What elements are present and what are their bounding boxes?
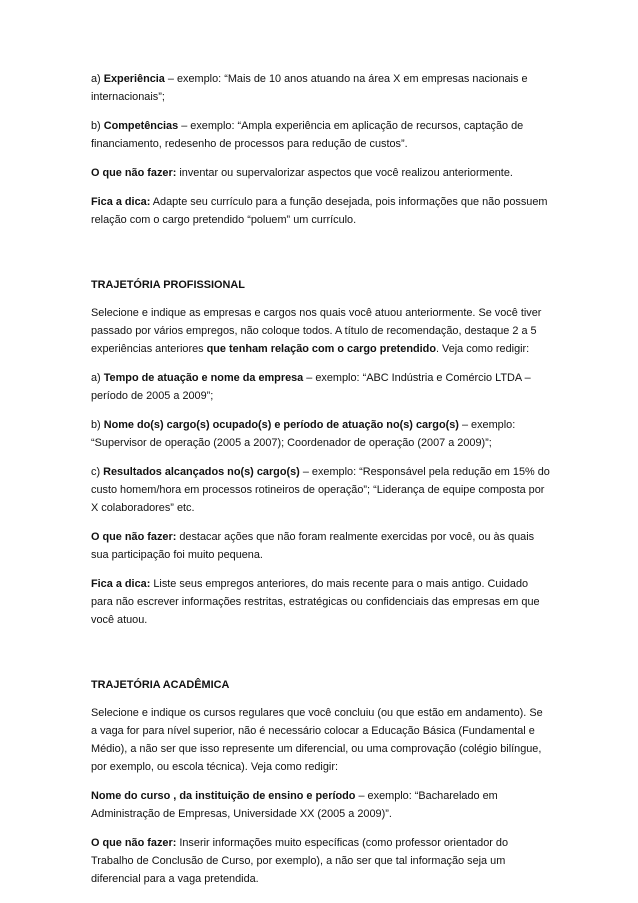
tip-what-not-to-do-1: O que não fazer: inventar ou supervalorizar aspectos que você realizou anteriormente. bbox=[91, 167, 513, 179]
tip-hint-2: Fica a dica: Liste seus empregos anteriores, do mais recente para o mais antigo. Cuidado para não escrever informações restritas, estratégicas ou confidenciais das empresas em que você atuou. bbox=[91, 578, 540, 626]
academica-intro: Selecione e indique os cursos regulares que você concluiu (ou que estão em andamento). Se a vaga for para nível superior, não é necessário colocar a Educação Básica (Fundamental e Médio), a não ser que isso represente um diferencial, ou uma comprovação (colégio bilíngue, por exemplo, ou escola técnica). Veja como redigir: bbox=[91, 707, 543, 773]
item-experiencia: a) Experiência – exemplo: “Mais de 10 anos atuando na área X em empresas nacionais e internacionais”; bbox=[91, 73, 528, 103]
heading-trajetoria-academica: TRAJETÓRIA ACADÊMICA bbox=[91, 679, 230, 691]
item-tempo-atuacao: a) Tempo de atuação e nome da empresa – exemplo: “ABC Indústria e Comércio LTDA – período de 2005 a 2009”; bbox=[91, 372, 531, 402]
item-competencias: b) Competências – exemplo: “Ampla experiência em aplicação de recursos, captação de financiamento, redesenho de processos para redução de custos”. bbox=[91, 120, 524, 150]
profissional-intro: Selecione e indique as empresas e cargos nos quais você atuou anteriormente. Se você tiver passado por vários empregos, não coloque todos. A título de recomendação, destaque 2 a 5 experiências anteriores que tenham relação com o cargo pretendido. Veja como redigir: bbox=[91, 307, 542, 355]
label-experiencia: Experiência bbox=[103, 73, 165, 85]
tip-hint-1: Fica a dica: Adapte seu currículo para a função desejada, pois informações que não possuem relação com o cargo pretendido “poluem” um currículo. bbox=[91, 196, 548, 226]
tip-what-not-to-do-3: O que não fazer: Inserir informações muito específicas (como professor orientador do Trabalho de Conclusão de Curso, por exemplo), a não ser que tal informação seja um diferencial para a vaga pretendida. bbox=[91, 837, 509, 885]
item-nome-curso: Nome do curso , da instituição de ensino e período – exemplo: “Bacharelado em Administração de Empresas, Universidade XX (2005 a 2009)”. bbox=[91, 790, 498, 820]
item-nome-cargo: b) Nome do(s) cargo(s) ocupado(s) e período de atuação no(s) cargo(s) – exemplo: “Supervisor de operação (2005 a 2007); Coordenador de operação (2007 a 2009)”; bbox=[91, 419, 516, 449]
item-resultados: c) Resultados alcançados no(s) cargo(s) – exemplo: “Responsável pela redução em 15% do custo homem/hora em processos rotineiros de operação”; “Liderança de equipe composta por X colaboradores” etc. bbox=[91, 466, 550, 514]
heading-trajetoria-profissional: TRAJETÓRIA PROFISSIONAL bbox=[91, 279, 245, 291]
tip-what-not-to-do-2: O que não fazer: destacar ações que não foram realmente exercidas por você, ou às quais sua participação foi muito pequena. bbox=[91, 531, 535, 561]
label-competencias: Competências bbox=[103, 120, 179, 132]
